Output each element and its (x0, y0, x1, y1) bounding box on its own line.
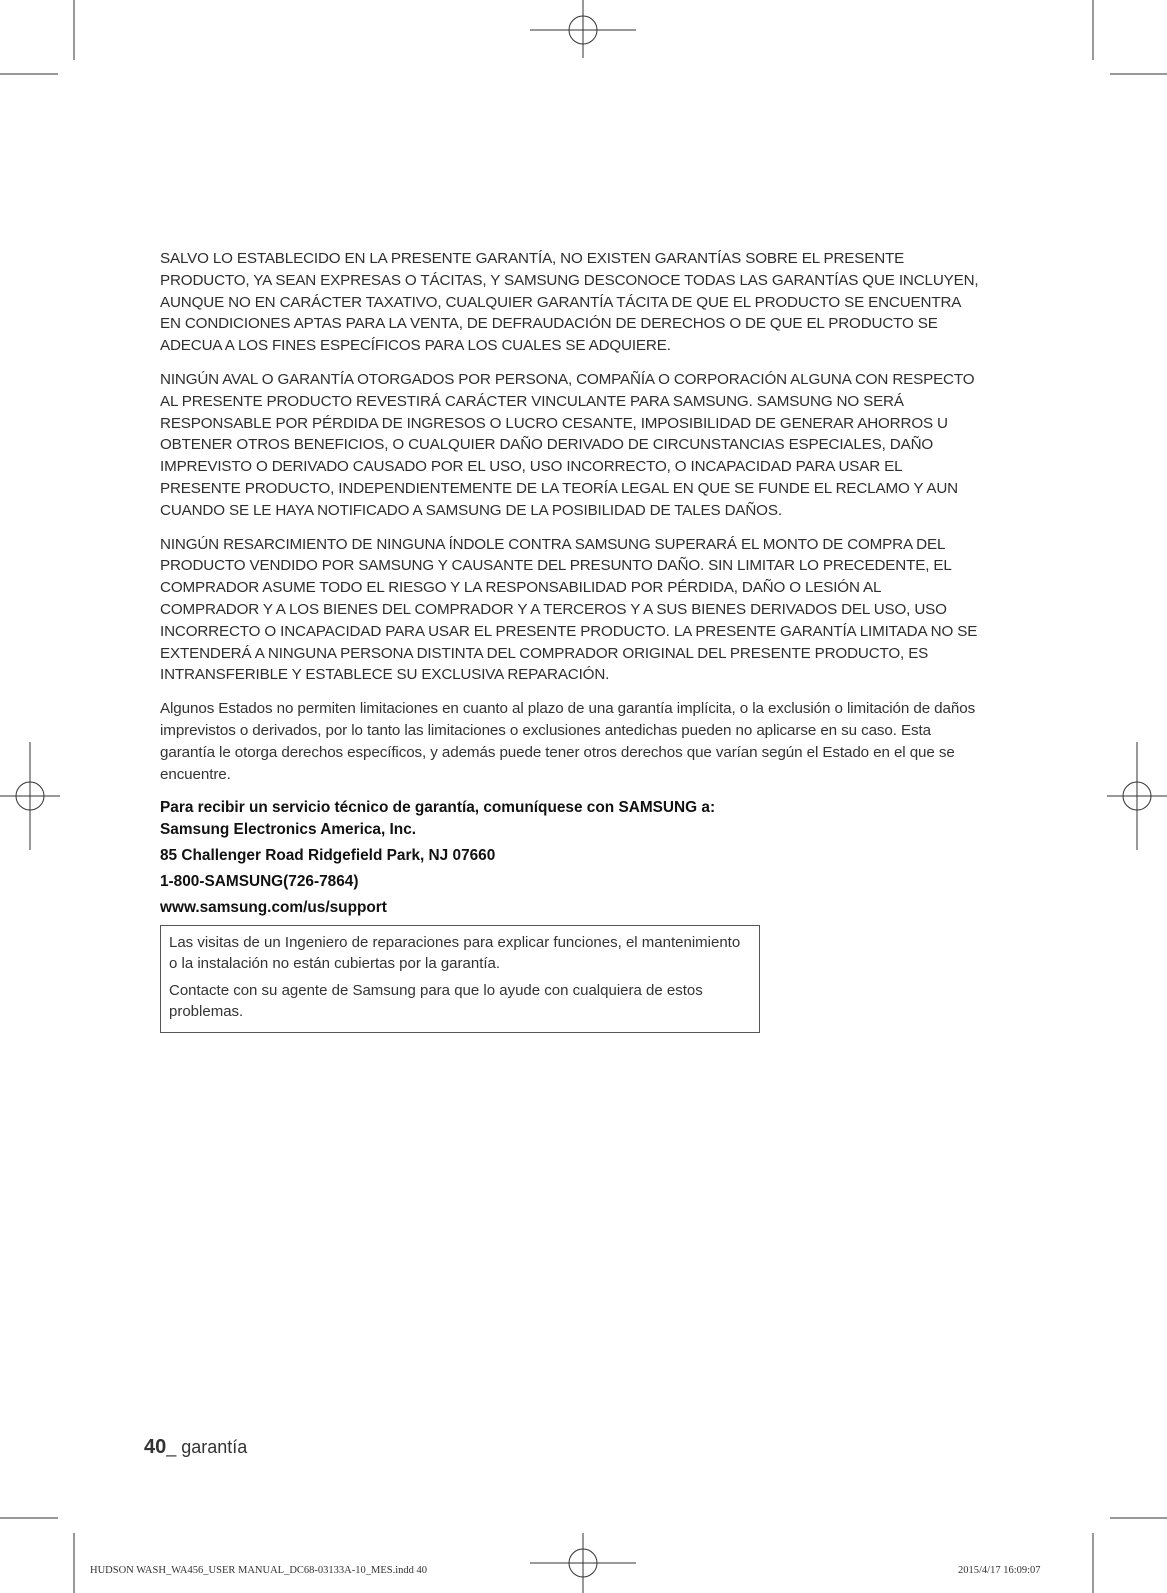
notice-line-2: Contacte con su agente de Samsung para que lo ayude con cualquiera de estos problemas. (169, 982, 703, 1021)
notice-line-1: Las visitas de un Ingeniero de reparaciones para explicar funciones, el mantenimiento o la instalación no están cubiertas por la garantía. (169, 934, 741, 973)
registration-mark-top (530, 0, 636, 58)
contact-address: 85 Challenger Road Ridgefield Park, NJ 07660 (160, 847, 496, 865)
remedy-paragraph: NINGÚN RESARCIMIENTO DE NINGUNA ÍNDOLE CONTRA SAMSUNG SUPERARÁ EL MONTO DE COMPRA DEL PRODUCTO VENDIDO POR SAMSUNG Y CAUSANTE DEL PRESUNTO DAÑO. SIN LIMITAR LO PRECEDENTE, EL COMPRADOR ASUME TODO EL RIESGO Y LA RESPONSABILIDAD POR PÉRDIDA, DAÑO O LESIÓN AL COMPRADOR Y A LOS BIENES DEL COMPRADOR Y A TERCEROS Y A SUS BIENES DERIVADOS DEL USO, USO INCORRECTO O INCAPACIDAD PARA USAR EL PRESENTE PRODUCTO. LA PRESENTE GARANTÍA LIMITADA NO SE EXTENDERÁ A NINGUNA PERSONA DISTINTA DEL COMPRADOR ORIGINAL DEL PRESENTE PRODUCTO, ES INTRANSFERIBLE Y ESTABLECE SU EXCLUSIVA REPARACIÓN. (160, 535, 978, 684)
notice-box (160, 925, 760, 1033)
state-rights-paragraph: Algunos Estados no permiten limitaciones en cuanto al plazo de una garantía implícita, o la exclusión o limitación de daños imprevistos o derivados, por lo tanto las limitaciones o exclusiones antedichas pueden no aplicarse en su caso. Esta garantía le otorga derechos específicos, y además puede tener otros derechos que varían según el Estado en el que se encuentre. (160, 700, 976, 783)
page-number: 40 (144, 1436, 167, 1458)
contact-company: Samsung Electronics America, Inc. (160, 821, 417, 839)
registration-mark-right (1107, 742, 1167, 850)
contact-block (160, 797, 980, 919)
contact-heading: Para recibir un servicio técnico de garantía, comuníquese con SAMSUNG a: (160, 799, 716, 817)
slug-date: 2015/4/17 16:09:07 (958, 1565, 1041, 1576)
registration-mark-bottom (530, 1533, 636, 1593)
registration-mark-left (0, 742, 60, 850)
disclaimer-paragraph: SALVO LO ESTABLECIDO EN LA PRESENTE GARANTÍA, NO EXISTEN GARANTÍAS SOBRE EL PRESENTE PRODUCTO, YA SEAN EXPRESAS O TÁCITAS, Y SAMSUNG DESCONOCE TODAS LAS GARANTÍAS QUE INCLUYEN, AUNQUE NO EN CARÁCTER TAXATIVO, CUALQUIER GARANTÍA TÁCITA DE QUE EL PRODUCTO SE ENCUENTRA EN CONDICIONES APTAS PARA LA VENTA, DE DEFRAUDACIÓN DE DERECHOS O DE QUE EL PRODUCTO SE ADECUA A LOS FINES ESPECÍFICOS PARA LOS CUALES SE ADQUIERE. (160, 250, 979, 355)
footer-separator: _ (166, 1437, 182, 1457)
contact-website[interactable]: www.samsung.com/us/support (160, 899, 387, 917)
slug-file: HUDSON WASH_WA456_USER MANUAL_DC68-03133A-10_MES.indd 40 (90, 1565, 427, 1576)
contact-phone: 1-800-SAMSUNG(726-7864) (160, 873, 359, 891)
warranty-body (160, 248, 980, 1033)
section-name: garantía (181, 1437, 248, 1457)
liability-paragraph: NINGÚN AVAL O GARANTÍA OTORGADOS POR PERSONA, COMPAÑÍA O CORPORACIÓN ALGUNA CON RESPECTO AL PRESENTE PRODUCTO REVESTIRÁ CARÁCTER VINCULANTE PARA SAMSUNG. SAMSUNG NO SERÁ RESPONSABLE POR PÉRDIDA DE INGRESOS O LUCRO CESANTE, IMPOSIBILIDAD DE GENERAR AHORROS U OBTENER OTROS BENEFICIOS, O CUALQUIER DAÑO DERIVADO DE CIRCUNSTANCIAS ESPECIALES, DAÑO IMPREVISTO O DERIVADO CAUSADO POR EL USO, USO INCORRECTO, O INCAPACIDAD PARA USAR EL PRESENTE PRODUCTO, INDEPENDIENTEMENTE DE LA TEORÍA LEGAL EN QUE SE FUNDE EL RECLAMO Y AUN CUANDO SE LE HAYA NOTIFICADO A SAMSUNG DE LA POSIBILIDAD DE TALES DAÑOS. (160, 370, 975, 519)
page-footer (144, 1436, 247, 1459)
